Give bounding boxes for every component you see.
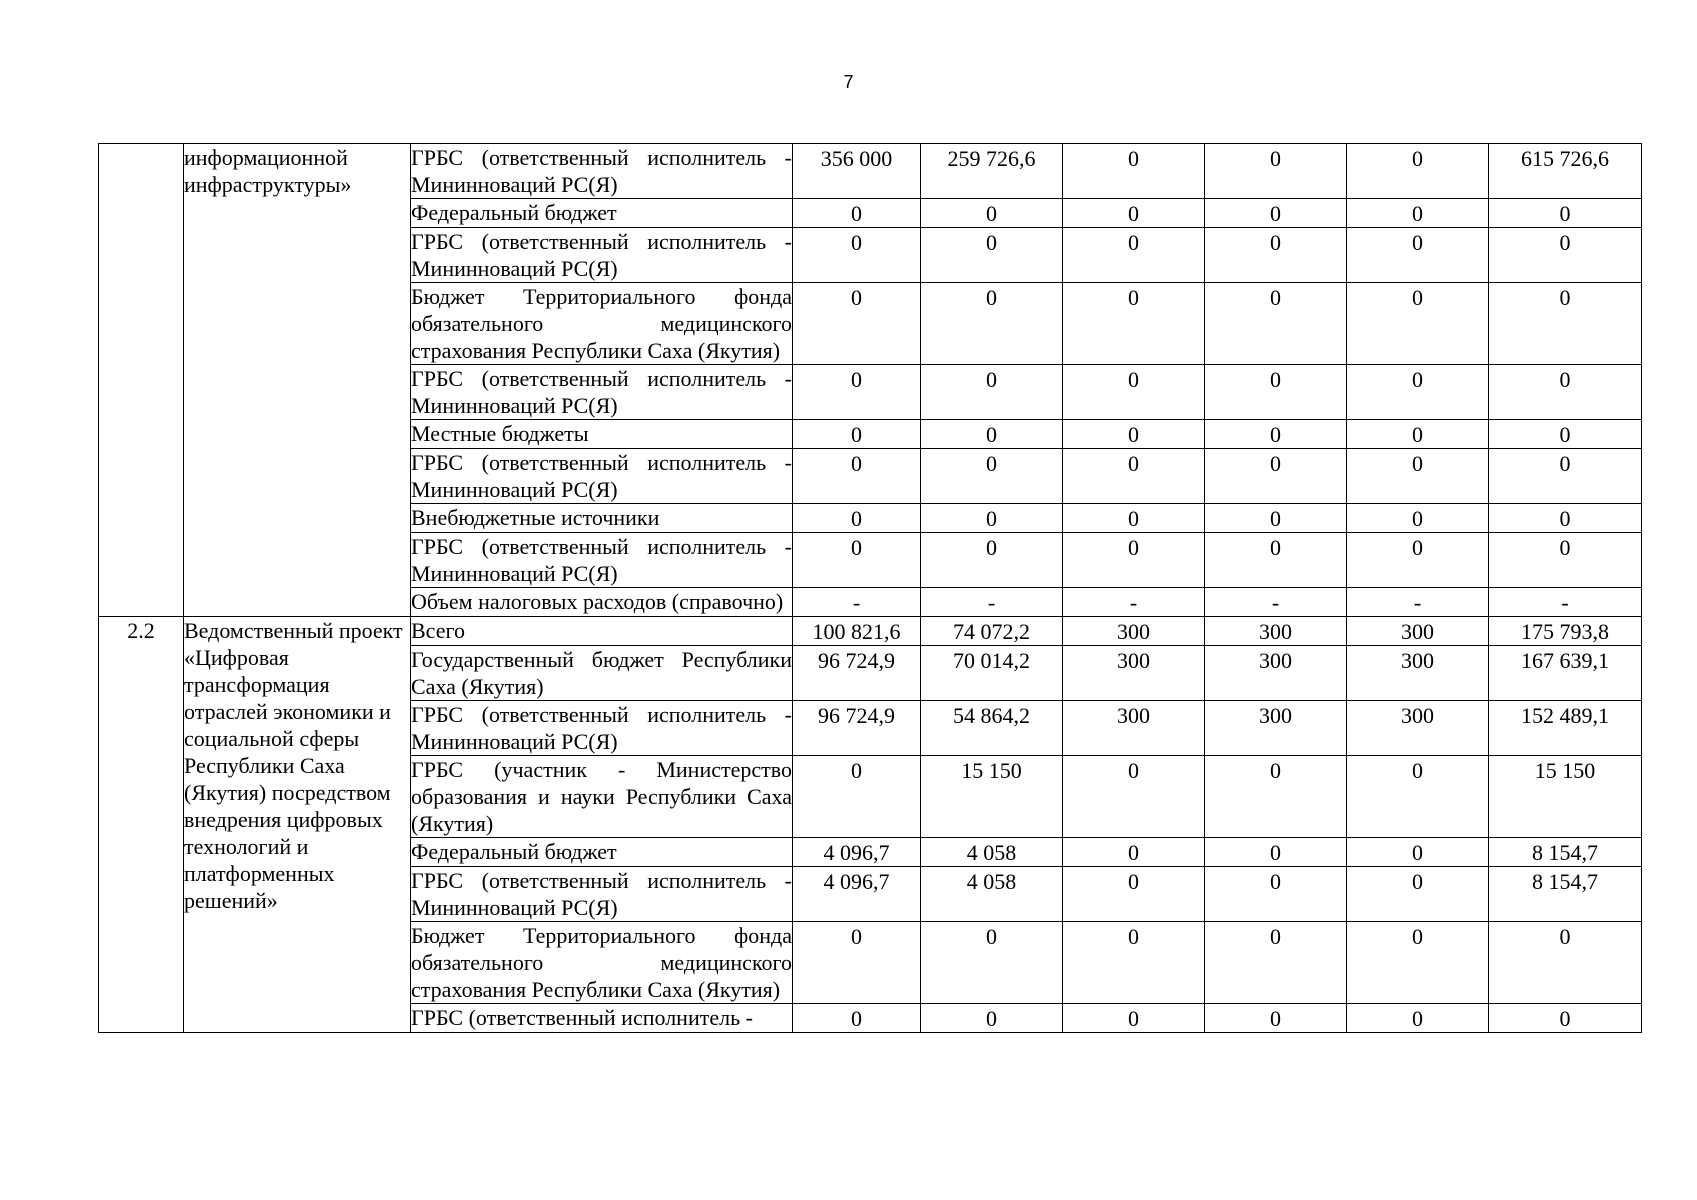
- amount-value: 0: [1270, 758, 1281, 783]
- amount-cell: [1205, 228, 1347, 283]
- section-number: [99, 144, 184, 617]
- section-name: Ведомственный проект «Цифровая трансформация отраслей экономики и социальной сферы Республики Саха (Якутия) посредством внедрения цифровых технологий и платформенных решений»: [184, 617, 411, 1033]
- amount-value: 0: [1270, 506, 1281, 531]
- amount-value: 0: [851, 367, 862, 392]
- amount-value: 0: [986, 230, 997, 255]
- amount-value: 0: [1412, 201, 1423, 226]
- amount-value: 300: [1401, 619, 1434, 644]
- amount-value: 0: [851, 758, 862, 783]
- section-number: 2.2: [99, 617, 184, 1033]
- amount-value: 0: [986, 451, 997, 476]
- page-number: 7: [843, 72, 854, 92]
- amount-value: 0: [1270, 367, 1281, 392]
- amount-value: 175 793,8: [1521, 619, 1609, 644]
- amount-value: 0: [1270, 1006, 1281, 1031]
- amount-cell: [1347, 504, 1489, 533]
- funding-source: ГРБС (ответственный исполнитель - Мининноваций РС(Я): [411, 868, 792, 920]
- amount-cell: [1489, 1004, 1642, 1033]
- amount-cell: [1063, 646, 1205, 701]
- amount-value: 0: [1412, 506, 1423, 531]
- funding-source: ГРБС (ответственный исполнитель - Мининноваций РС(Я): [411, 145, 792, 197]
- amount-cell: [1205, 588, 1347, 617]
- budget-table: [98, 143, 1642, 1033]
- amount-value: 0: [1128, 506, 1139, 531]
- funding-source: Всего: [411, 617, 793, 646]
- amount-cell: [793, 199, 921, 228]
- amount-value: 0: [1128, 535, 1139, 560]
- amount-cell: [793, 867, 921, 922]
- amount-cell: [1205, 533, 1347, 588]
- amount-cell: [921, 867, 1063, 922]
- amount-cell: [921, 617, 1063, 646]
- table-body: [99, 144, 1642, 1033]
- amount-value: 0: [986, 422, 997, 447]
- amount-cell: [1205, 838, 1347, 867]
- amount-cell: [1347, 365, 1489, 420]
- funding-source: Внебюджетные источники: [411, 504, 793, 533]
- amount-cell: [1489, 533, 1642, 588]
- amount-cell: [1489, 199, 1642, 228]
- funding-source: ГРБС (ответственный исполнитель - Мининноваций РС(Я): [411, 534, 792, 586]
- amount-cell: [1063, 533, 1205, 588]
- amount-value: 96 724,9: [818, 703, 895, 728]
- amount-cell: [1347, 617, 1489, 646]
- amount-cell: [1205, 365, 1347, 420]
- amount-cell: [1489, 449, 1642, 504]
- amount-cell: [921, 504, 1063, 533]
- amount-value: -: [1129, 590, 1138, 615]
- amount-value: 615 726,6: [1521, 146, 1609, 171]
- funding-source: ГРБС (ответственный исполнитель - Мининноваций РС(Я): [411, 702, 792, 754]
- amount-cell: [921, 701, 1063, 756]
- amount-cell: [1347, 588, 1489, 617]
- amount-cell: [921, 1004, 1063, 1033]
- amount-value: 0: [1559, 506, 1571, 531]
- amount-value: 0: [1412, 451, 1423, 476]
- amount-value: 0: [1412, 869, 1423, 894]
- amount-value: 0: [986, 924, 997, 949]
- amount-value: 4 096,7: [823, 869, 890, 894]
- amount-cell: [921, 199, 1063, 228]
- funding-source: Федеральный бюджет: [411, 199, 793, 228]
- amount-cell: [921, 144, 1063, 199]
- amount-value: 0: [1270, 535, 1281, 560]
- amount-value: 0: [1270, 201, 1281, 226]
- amount-cell: [1063, 922, 1205, 1004]
- amount-value: 4 058: [966, 869, 1017, 894]
- amount-cell: [1489, 838, 1642, 867]
- amount-value: 0: [1128, 758, 1139, 783]
- amount-cell: [1063, 504, 1205, 533]
- amount-cell: [1347, 533, 1489, 588]
- amount-cell: [1205, 867, 1347, 922]
- amount-value: 300: [1117, 619, 1150, 644]
- amount-cell: [1205, 449, 1347, 504]
- amount-value: 300: [1117, 703, 1150, 728]
- amount-cell: [1063, 756, 1205, 838]
- amount-cell: [1063, 144, 1205, 199]
- amount-cell: [1063, 588, 1205, 617]
- amount-value: 0: [1270, 869, 1281, 894]
- amount-cell: [793, 449, 921, 504]
- amount-cell: [1347, 867, 1489, 922]
- amount-cell: [1063, 1004, 1205, 1033]
- amount-cell: [793, 420, 921, 449]
- amount-cell: [793, 617, 921, 646]
- amount-value: 0: [1128, 869, 1139, 894]
- funding-source: ГРБС (ответственный исполнитель - Мининноваций РС(Я): [411, 366, 792, 418]
- amount-cell: [793, 283, 921, 365]
- amount-value: 0: [851, 422, 862, 447]
- amount-value: 0: [1128, 840, 1139, 865]
- amount-cell: [1063, 420, 1205, 449]
- amount-cell: [921, 420, 1063, 449]
- funding-source: ГРБС (участник - Министерство образования и науки Республики Саха (Якутия): [411, 757, 792, 836]
- amount-cell: [1489, 228, 1642, 283]
- amount-value: 300: [1259, 703, 1292, 728]
- amount-cell: [793, 588, 921, 617]
- amount-cell: [793, 1004, 921, 1033]
- amount-cell: [793, 228, 921, 283]
- amount-cell: [921, 283, 1063, 365]
- amount-value: 0: [986, 535, 997, 560]
- amount-value: -: [1413, 590, 1422, 615]
- amount-cell: [1489, 646, 1642, 701]
- amount-value: 4 096,7: [823, 840, 890, 865]
- amount-value: 0: [1559, 367, 1571, 392]
- amount-value: 0: [1128, 924, 1139, 949]
- amount-value: 0: [1270, 422, 1281, 447]
- amount-cell: [793, 365, 921, 420]
- amount-cell: [1489, 617, 1642, 646]
- amount-cell: [793, 838, 921, 867]
- amount-value: 0: [1412, 840, 1423, 865]
- amount-cell: [921, 922, 1063, 1004]
- amount-value: 0: [1128, 367, 1139, 392]
- amount-cell: [793, 756, 921, 838]
- amount-cell: [1489, 922, 1642, 1004]
- funding-source: ГРБС (ответственный исполнитель - Мининноваций РС(Я): [411, 450, 792, 502]
- table-row: [99, 144, 1642, 199]
- amount-value: 0: [1270, 924, 1281, 949]
- amount-cell: [793, 504, 921, 533]
- funding-source: Бюджет Территориального фонда обязательного медицинского страхования Республики Саха (Якутия): [411, 923, 792, 1002]
- amount-cell: [1205, 756, 1347, 838]
- amount-cell: [1347, 420, 1489, 449]
- amount-value: 8 154,7: [1532, 840, 1598, 865]
- amount-cell: [793, 144, 921, 199]
- amount-value: 0: [1270, 230, 1281, 255]
- amount-value: 0: [986, 506, 997, 531]
- amount-value: 300: [1259, 619, 1292, 644]
- funding-source: ГРБС (ответственный исполнитель - Мининноваций РС(Я): [411, 229, 792, 281]
- amount-value: 0: [851, 451, 862, 476]
- amount-value: 0: [1559, 422, 1571, 447]
- amount-cell: [1063, 365, 1205, 420]
- amount-value: 0: [1559, 1006, 1571, 1031]
- amount-cell: [1205, 144, 1347, 199]
- amount-cell: [1063, 199, 1205, 228]
- amount-value: -: [852, 590, 861, 615]
- amount-cell: [1489, 365, 1642, 420]
- amount-cell: [793, 701, 921, 756]
- amount-value: 0: [1412, 230, 1423, 255]
- amount-value: 0: [986, 201, 997, 226]
- amount-cell: [1347, 1004, 1489, 1033]
- amount-cell: [921, 838, 1063, 867]
- table-row: [99, 617, 1642, 646]
- amount-value: -: [987, 590, 996, 615]
- amount-cell: [1347, 449, 1489, 504]
- amount-cell: [1063, 838, 1205, 867]
- amount-value: 0: [1412, 285, 1423, 310]
- amount-value: 0: [851, 1006, 862, 1031]
- amount-value: 74 072,2: [953, 619, 1030, 644]
- amount-value: 0: [851, 230, 862, 255]
- amount-cell: [1489, 588, 1642, 617]
- amount-value: 152 489,1: [1521, 703, 1609, 728]
- amount-cell: [1205, 922, 1347, 1004]
- amount-cell: [1489, 867, 1642, 922]
- amount-value: -: [1561, 590, 1569, 615]
- amount-cell: [1489, 283, 1642, 365]
- amount-cell: [1347, 756, 1489, 838]
- amount-value: 0: [1412, 924, 1423, 949]
- amount-value: 300: [1259, 648, 1292, 673]
- amount-value: 0: [1270, 840, 1281, 865]
- amount-value: 0: [986, 285, 997, 310]
- amount-value: 0: [851, 285, 862, 310]
- section-name: информационной инфраструктуры»: [184, 144, 411, 617]
- amount-cell: [921, 646, 1063, 701]
- amount-value: 0: [851, 201, 862, 226]
- amount-value: 8 154,7: [1532, 869, 1598, 894]
- amount-value: 0: [1412, 367, 1423, 392]
- amount-cell: [921, 533, 1063, 588]
- amount-value: 0: [1128, 451, 1139, 476]
- amount-cell: [1063, 617, 1205, 646]
- amount-value: 0: [1412, 146, 1423, 171]
- amount-cell: [1489, 504, 1642, 533]
- amount-value: 0: [1559, 535, 1571, 560]
- amount-cell: [1489, 756, 1642, 838]
- amount-value: 0: [1412, 422, 1423, 447]
- amount-cell: [1489, 701, 1642, 756]
- amount-value: 15 150: [1534, 758, 1596, 783]
- amount-cell: [793, 922, 921, 1004]
- amount-value: 300: [1401, 648, 1434, 673]
- amount-cell: [921, 756, 1063, 838]
- amount-value: 0: [851, 506, 862, 531]
- amount-cell: [793, 533, 921, 588]
- amount-value: 300: [1117, 648, 1150, 673]
- funding-source: Бюджет Территориального фонда обязательного медицинского страхования Республики Саха (Якутия): [411, 284, 792, 363]
- amount-value: 300: [1401, 703, 1434, 728]
- amount-value: 0: [1128, 146, 1139, 171]
- amount-value: 0: [1559, 451, 1571, 476]
- amount-value: 0: [1559, 201, 1571, 226]
- amount-cell: [1347, 838, 1489, 867]
- amount-value: 259 726,6: [947, 146, 1036, 171]
- amount-cell: [1205, 617, 1347, 646]
- amount-value: 0: [1559, 924, 1571, 949]
- amount-cell: [1063, 449, 1205, 504]
- amount-value: 0: [1412, 758, 1423, 783]
- amount-cell: [921, 228, 1063, 283]
- amount-value: 100 821,6: [812, 619, 901, 644]
- amount-value: 15 150: [961, 758, 1022, 783]
- amount-value: 0: [1128, 201, 1139, 226]
- amount-value: 4 058: [966, 840, 1017, 865]
- amount-cell: [1347, 199, 1489, 228]
- amount-cell: [1347, 701, 1489, 756]
- amount-cell: [1063, 283, 1205, 365]
- amount-cell: [1489, 144, 1642, 199]
- amount-cell: [921, 588, 1063, 617]
- amount-cell: [1205, 504, 1347, 533]
- amount-cell: [1063, 228, 1205, 283]
- funding-source: Местные бюджеты: [411, 420, 793, 449]
- amount-cell: [1347, 922, 1489, 1004]
- amount-value: 0: [1270, 146, 1281, 171]
- amount-cell: [921, 365, 1063, 420]
- amount-value: 0: [986, 367, 997, 392]
- amount-value: 0: [1559, 285, 1571, 310]
- funding-source: Государственный бюджет Республики Саха (Якутия): [411, 647, 792, 699]
- amount-value: -: [1271, 590, 1280, 615]
- amount-value: 0: [1270, 285, 1281, 310]
- amount-value: 0: [1128, 422, 1139, 447]
- amount-cell: [921, 449, 1063, 504]
- amount-cell: [793, 646, 921, 701]
- amount-value: 54 864,2: [953, 703, 1030, 728]
- amount-value: 0: [851, 535, 862, 560]
- amount-cell: [1347, 228, 1489, 283]
- amount-value: 96 724,9: [818, 648, 895, 673]
- funding-source: Федеральный бюджет: [411, 838, 793, 867]
- amount-value: 0: [1128, 285, 1139, 310]
- amount-cell: [1063, 701, 1205, 756]
- amount-cell: [1347, 144, 1489, 199]
- amount-cell: [1489, 420, 1642, 449]
- amount-cell: [1205, 1004, 1347, 1033]
- amount-value: 167 639,1: [1521, 648, 1609, 673]
- amount-cell: [1063, 867, 1205, 922]
- amount-value: 0: [1412, 535, 1423, 560]
- amount-cell: [1205, 701, 1347, 756]
- amount-value: 0: [1559, 230, 1571, 255]
- amount-cell: [1205, 283, 1347, 365]
- amount-value: 0: [1412, 1006, 1423, 1031]
- amount-value: 70 014,2: [953, 648, 1030, 673]
- funding-source: Объем налоговых расходов (справочно): [411, 588, 793, 617]
- amount-value: 356 000: [820, 146, 893, 171]
- amount-value: 0: [851, 924, 862, 949]
- amount-cell: [1347, 283, 1489, 365]
- funding-source: ГРБС (ответственный исполнитель -: [411, 1004, 793, 1033]
- amount-cell: [1347, 646, 1489, 701]
- amount-value: 0: [986, 1006, 997, 1031]
- amount-cell: [1205, 199, 1347, 228]
- amount-value: 0: [1128, 1006, 1139, 1031]
- amount-value: 0: [1270, 451, 1281, 476]
- amount-cell: [1205, 420, 1347, 449]
- amount-value: 0: [1128, 230, 1139, 255]
- amount-cell: [1205, 646, 1347, 701]
